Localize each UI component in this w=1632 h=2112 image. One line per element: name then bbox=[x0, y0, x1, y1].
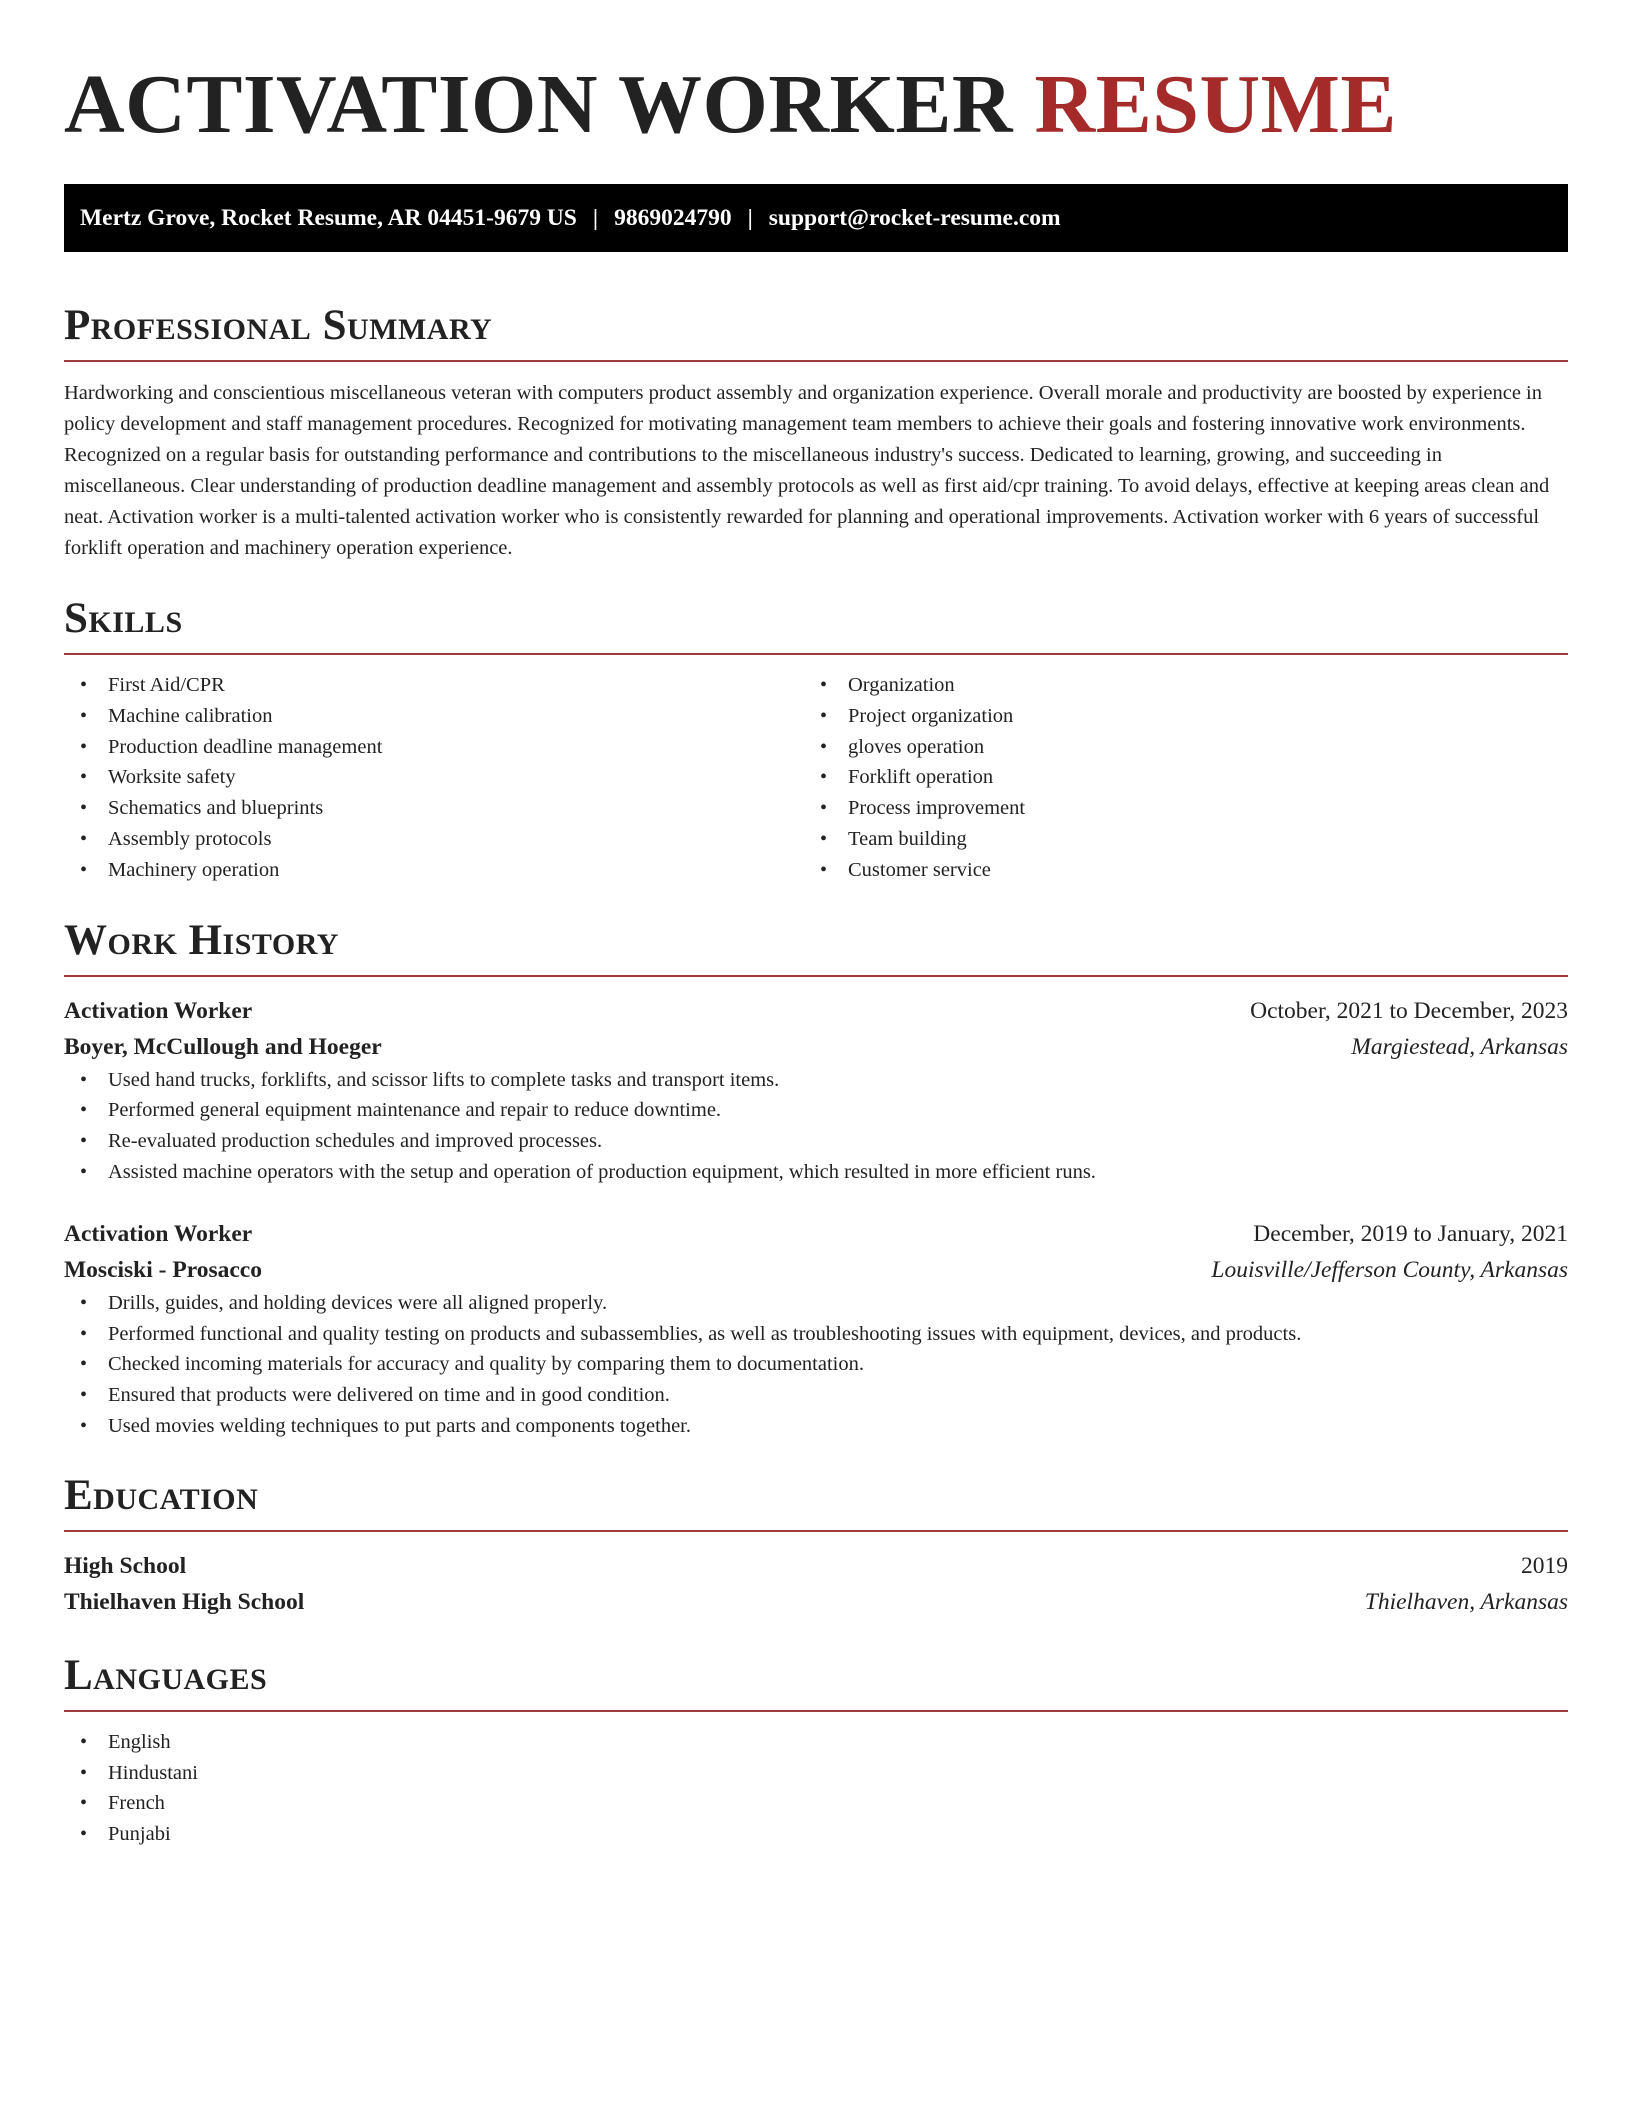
job-location: Louisville/Jefferson County, Arkansas bbox=[1211, 1256, 1568, 1283]
title-main: ACTIVATION WORKER bbox=[64, 58, 1014, 151]
contact-separator: | bbox=[747, 204, 753, 231]
job-duty: • Re-evaluated production schedules and improved processes. bbox=[64, 1126, 1568, 1157]
skill-item: • Customer service bbox=[804, 855, 1544, 886]
skills-columns bbox=[64, 670, 1568, 886]
section-divider bbox=[64, 1710, 1568, 1712]
skill-item: • Project organization bbox=[804, 701, 1544, 732]
contact-bar bbox=[64, 184, 1568, 252]
job-duties-list bbox=[64, 1065, 1568, 1188]
education-year: 2019 bbox=[1521, 1552, 1568, 1579]
contact-phone: 9869024790 bbox=[614, 204, 732, 231]
job-duty: • Ensured that products were delivered on time and in good condition. bbox=[64, 1380, 1568, 1411]
skill-item: • Assembly protocols bbox=[64, 824, 804, 855]
job-location: Margiestead, Arkansas bbox=[1351, 1033, 1568, 1060]
education-school: Thielhaven High School bbox=[64, 1588, 305, 1615]
skill-item: • Forklift operation bbox=[804, 762, 1544, 793]
skill-item: • Worksite safety bbox=[64, 762, 804, 793]
languages-section bbox=[64, 1648, 1568, 1850]
section-divider bbox=[64, 653, 1568, 655]
work-history-heading: Work History bbox=[64, 916, 339, 964]
job-title: Activation Worker bbox=[64, 997, 253, 1024]
job-header-row bbox=[64, 993, 1568, 1029]
skill-item: • gloves operation bbox=[804, 732, 1544, 763]
job-company-row bbox=[64, 1252, 1568, 1288]
languages-list bbox=[64, 1727, 1568, 1850]
job-header-row bbox=[64, 1216, 1568, 1252]
education-location: Thielhaven, Arkansas bbox=[1364, 1588, 1568, 1615]
contact-address: Mertz Grove, Rocket Resume, AR 04451-9679 US bbox=[80, 204, 577, 231]
skill-item: • Organization bbox=[804, 670, 1544, 701]
job-duty: • Used hand trucks, forklifts, and scissor lifts to complete tasks and transport items. bbox=[64, 1065, 1568, 1096]
skills-list-left bbox=[64, 670, 804, 886]
job-duty: • Performed functional and quality testing on products and subassemblies, as well as troubleshooting issues with equipment, devices, and products. bbox=[64, 1319, 1568, 1350]
job-entry bbox=[64, 993, 1568, 1188]
skill-item: • Process improvement bbox=[804, 793, 1544, 824]
job-duty: • Drills, guides, and holding devices were all aligned properly. bbox=[64, 1288, 1568, 1319]
job-duty: • Assisted machine operators with the setup and operation of production equipment, which resulted in more efficient runs. bbox=[64, 1157, 1568, 1188]
education-school-row bbox=[64, 1584, 1568, 1620]
work-history-section bbox=[64, 913, 1568, 1442]
contact-email: support@rocket-resume.com bbox=[768, 204, 1061, 231]
job-duty: • Used movies welding techniques to put parts and components together. bbox=[64, 1411, 1568, 1442]
job-duties-list bbox=[64, 1288, 1568, 1442]
education-section bbox=[64, 1468, 1568, 1620]
skill-item: • First Aid/CPR bbox=[64, 670, 804, 701]
skill-item: • Schematics and blueprints bbox=[64, 793, 804, 824]
job-company: Mosciski - Prosacco bbox=[64, 1256, 262, 1283]
job-duty: • Checked incoming materials for accuracy and quality by comparing them to documentation. bbox=[64, 1349, 1568, 1380]
job-company-row bbox=[64, 1029, 1568, 1065]
job-entry bbox=[64, 1216, 1568, 1442]
summary-heading: Professional Summary bbox=[64, 302, 493, 349]
education-degree-row bbox=[64, 1548, 1568, 1584]
job-company: Boyer, McCullough and Hoeger bbox=[64, 1033, 382, 1060]
language-item: • Punjabi bbox=[64, 1819, 1568, 1850]
education-heading: Education bbox=[64, 1471, 259, 1519]
skill-item: • Team building bbox=[804, 824, 1544, 855]
title-accent: RESUME bbox=[1034, 58, 1397, 151]
contact-separator: | bbox=[592, 204, 599, 231]
skill-item: • Production deadline management bbox=[64, 732, 804, 763]
section-divider bbox=[64, 1530, 1568, 1532]
languages-heading: Languages bbox=[64, 1651, 268, 1699]
skill-item: • Machine calibration bbox=[64, 701, 804, 732]
summary-section bbox=[64, 298, 1568, 564]
resume-title bbox=[64, 0, 1568, 155]
skill-item: • Machinery operation bbox=[64, 855, 804, 886]
language-item: • Hindustani bbox=[64, 1758, 1568, 1789]
language-item: • French bbox=[64, 1788, 1568, 1819]
job-dates: December, 2019 to January, 2021 bbox=[1253, 1220, 1568, 1247]
education-entry bbox=[64, 1548, 1568, 1620]
section-divider bbox=[64, 360, 1568, 362]
summary-text: Hardworking and conscientious miscellaneous veteran with computers product assembly and organization experience. Overall morale and productivity are boosted by experience in policy development and staff management procedures. Recognized for motivating management team members to achieve their goals and fostering innovative work environments. Recognized on a regular basis for outstanding performance and contributions to the miscellaneous industry's success. Dedicated to learning, growing, and succeeding in miscellaneous. Clear understanding of production deadline management and assembly protocols as well as first aid/cpr training. To avoid delays, effective at keeping areas clean and neat. Activation worker is a multi-talented activation worker who is consistently rewarded for planning and operational improvements. Activation worker with 6 years of successful forklift operation and machinery operation experience. bbox=[64, 382, 1550, 559]
skills-heading: Skills bbox=[64, 595, 183, 642]
skills-list-right bbox=[804, 670, 1544, 886]
language-item: • English bbox=[64, 1727, 1568, 1758]
skills-section bbox=[64, 591, 1568, 886]
job-dates: October, 2021 to December, 2023 bbox=[1250, 997, 1568, 1024]
job-title: Activation Worker bbox=[64, 1220, 253, 1247]
section-divider bbox=[64, 975, 1568, 977]
job-duty: • Performed general equipment maintenance and repair to reduce downtime. bbox=[64, 1095, 1568, 1126]
education-degree: High School bbox=[64, 1552, 187, 1579]
